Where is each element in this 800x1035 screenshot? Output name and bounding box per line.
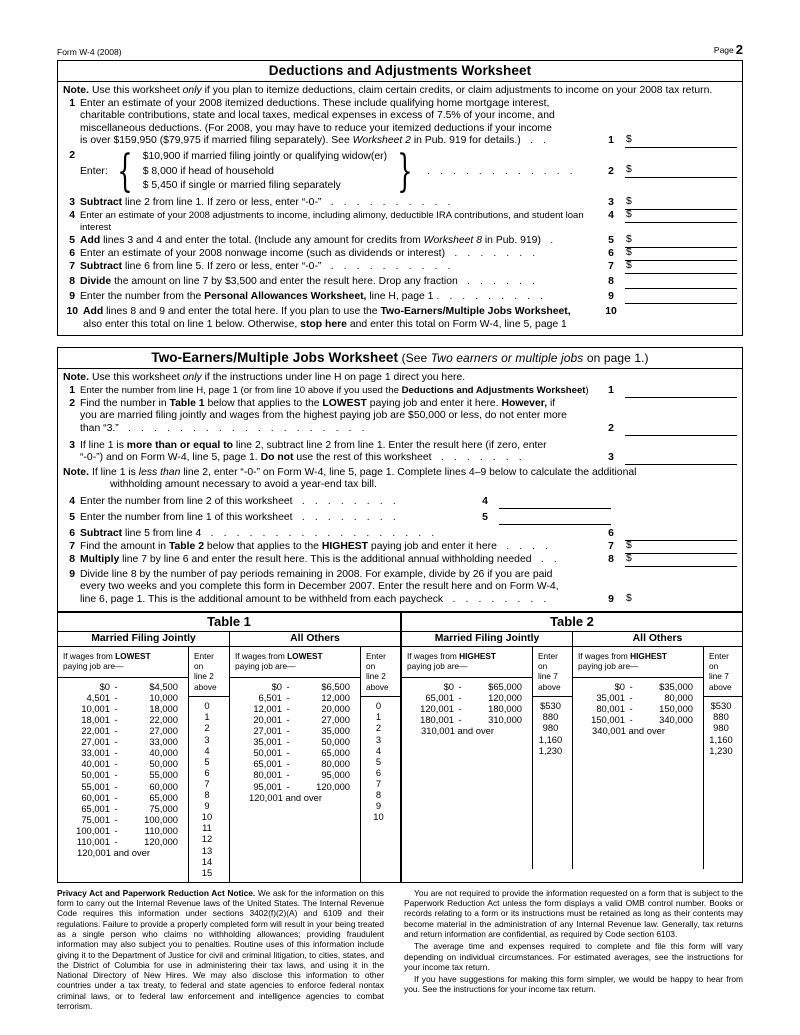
w2-line-2-text: Find the number in Table 1 below that applies to the LOWEST paying job and enter it here. However, if you are married filing jointly and wages from the highest paying job are $50,000 or less, do not enter more than “3.” . . . . . . . . . . . . . . . . . . .: [80, 397, 567, 434]
form-page: [57, 42, 743, 1011]
line-1-number: 1: [69, 97, 75, 109]
table-1-ao-range-header: If wages from LOWEST paying job are—: [230, 647, 360, 678]
table-1-mfj-values: 0 1 2 3 4 5 6 7 8 9 10 11 12 13 14 15: [201, 700, 213, 878]
two-earners-multiple-jobs-worksheet: [57, 347, 743, 612]
table-1-mfj-range-header: If wages from LOWEST paying job are—: [58, 647, 188, 678]
dollar-sign: $: [626, 233, 632, 245]
w2-line-5-text: Enter the number from line 1 of this worksheet . . . . . . . .: [80, 511, 400, 523]
line-1: [63, 98, 737, 148]
w2-line-3-text: If line 1 is more than or equal to line 2, subtract line 2 from line 1. Enter the result here (if zero, enter “-0-”) and on Form W-4, line 5, page 1. Do not use the rest of this worksheet . . . . . . .: [80, 439, 547, 464]
leader-dots: .: [543, 234, 557, 246]
table-1-group-1-heading: Married Filing Jointly: [91, 632, 196, 644]
table-1-title: Table 1: [58, 613, 400, 632]
w2-line-8-number: 8: [69, 553, 75, 565]
table-2-ao-last-range: 340,001 and over: [592, 725, 665, 737]
line-7: [63, 261, 737, 274]
w2-line-1-field-number: 1: [608, 385, 614, 397]
table-2-all-others: [572, 647, 742, 870]
worksheet1-note: [63, 85, 737, 98]
leader-dots: . . . . . . . . . . . . . . . . . .: [204, 527, 438, 539]
w2-line-7-input[interactable]: [625, 541, 737, 554]
w2-line-6-text: Subtract line 5 from line 4 . . . . . . . . . . . . . . . . . .: [80, 527, 438, 539]
line-9-field-number: 9: [608, 291, 614, 303]
worksheet2-note: [63, 372, 737, 385]
line-3: [63, 197, 737, 210]
form-label: Form W-4 (2008): [57, 47, 122, 57]
w2-line-2-input[interactable]: [625, 423, 737, 436]
worksheet1-title: Deductions and Adjustments Worksheet: [58, 61, 742, 82]
line-1-input[interactable]: [625, 135, 737, 148]
w2-line-4-text: Enter the number from line 2 of this worksheet . . . . . . . .: [80, 495, 400, 507]
leader-dots: . . . . . . . . . . . . . . . . . . .: [121, 422, 369, 434]
table-2-group-1-heading: Married Filing Jointly: [434, 632, 540, 644]
w2-line-7-field-number: 7: [608, 541, 614, 553]
line-6-number: 6: [69, 247, 75, 259]
line-2-label: Enter:: [80, 165, 108, 177]
w2-line-8: [63, 554, 737, 567]
line-6-field-number: 6: [608, 248, 614, 260]
page-number: 2: [735, 42, 743, 57]
line-4-field-number: 4: [608, 210, 614, 222]
line-7-number: 7: [69, 260, 75, 272]
line-2-input[interactable]: [625, 165, 737, 178]
note-text: Use this worksheet only if the instructions under line H on page 1 direct you here.: [91, 372, 466, 384]
w2-line-1-number: 1: [69, 384, 75, 396]
privacy-left-paragraph: Privacy Act and Paperwork Reduction Act Notice. We ask for the information on this form to carry out the Internal Revenue laws of the United States. The Internal Revenue Code requires this information under sections 3402(f)(2)(A) and 6109 and their regulations. Failure to provide a properly completed form will result in your being treated as a single person who claims no withholding allowances; providing fraudulent information may also subject you to penalties. Routine uses of this information include giving it to the Department of Justice for civil and criminal litigation, to cities, states, and the District of Columbia for use in administering their tax laws, and using it in the National Directory of New Hires. We may also disclose this information to other countries under a tax treaty, to federal and state agencies to enforce federal nontax criminal laws, or to federal law enforcement and intelligence agencies to combat terrorism.: [57, 887, 384, 1012]
line-9-input[interactable]: [625, 291, 737, 304]
line-2-field-number: 2: [608, 165, 614, 177]
w2-line-1-input[interactable]: [625, 385, 737, 398]
line-9-text: Enter the number from the Personal Allowances Worksheet, line H, page 1 . . . . . . . . .: [80, 290, 547, 302]
page-indicator: Page 2: [713, 42, 743, 57]
note-text: Use this worksheet only if you plan to itemize deductions, claim certain credits, or claim adjustments to income on your 2008 tax return.: [91, 85, 713, 96]
w2-line-3-number: 3: [69, 439, 75, 451]
note-label: Note.: [63, 372, 89, 384]
table-2-mfj-range-header: If wages from HIGHEST paying job are—: [402, 647, 532, 678]
line-3-input[interactable]: [625, 197, 737, 210]
line-8: [63, 276, 737, 289]
table-2-title: Table 2: [402, 613, 742, 632]
table-2-ao-ranges: $0 - $35,000 35,001 - 80,000 80,001 - 150,000 150,001 - 340,000 340,001 and over: [591, 680, 693, 737]
line-6-text: Enter an estimate of your 2008 nonwage income (such as dividends or interest) . . . . . . .: [80, 247, 539, 259]
note-2-text: If line 1 is less than line 2, enter “-0-” on Form W-4, line 5, page 1. Complete lines 4–9 below to calculate the additional withholding amount necessary to avoid a year-end tax bill.: [91, 466, 637, 491]
w2-line-7: [63, 541, 737, 554]
line-6-input[interactable]: [625, 248, 737, 261]
w2-line-9-field-number: 9: [608, 594, 614, 606]
privacy-right-paragraph-1: You are not required to provide the information requested on a form that is subject to the Paperwork Reduction Act unless the form displays a valid OMB control number. Books or records relating to a form or its instructions must be retained as long as their contents may become material in the administration of any Internal Revenue law. Generally, tax returns and return information are confidential, as required by Code section 6103.: [404, 887, 743, 939]
line-4-number: 4: [69, 209, 75, 221]
line-7-input[interactable]: [625, 261, 737, 274]
line-5-input[interactable]: [625, 235, 737, 248]
w2-line-5-input[interactable]: [499, 512, 611, 525]
w2-line-4-field-number: 4: [482, 496, 488, 508]
w2-line-9-input[interactable]: [625, 594, 737, 607]
leader-dots: . . . . . . . .: [295, 511, 400, 523]
leader-dots: . .: [534, 553, 561, 565]
worksheet2-note-2: [63, 467, 737, 492]
leader-dots: . .: [523, 135, 550, 147]
table-1-mfj-ranges: $0 - $4,500 4,501 - 10,000 10,001 - 18,000 18,001 - 22,000 22,001 - 27,000 27,001 - 33,000 33,001 - 40,000 40,001 - 50,000 50,001 - 55,000 55,001 - 60,000 60,001 - 65,000 65,001 - 75,000 75,001 - 100,000 100,001 - 110,000 110,001 - 120,000 120,001 and over: [76, 680, 178, 859]
line-5-number: 5: [69, 234, 75, 246]
line-3-text: Subtract line 2 from line 1. If zero or less, enter “-0-” . . . . . . . . . .: [80, 196, 455, 208]
w2-line-4-number: 4: [69, 495, 75, 507]
line-9: [63, 291, 737, 304]
leader-dots: . . . . . . .: [434, 452, 526, 464]
line-2-option-1: $10,900 if married filing jointly or qualifying widow(er): [142, 150, 388, 162]
w2-line-9: [63, 569, 737, 607]
table-2-ao-values: $530 880 980 1,160 1,230: [709, 700, 733, 756]
table-1-ao-value-header: Enter on line 2 above: [361, 647, 400, 698]
table-1-mfj-last-range: 120,001 and over: [77, 847, 150, 859]
line-2-number: 2: [69, 149, 75, 161]
dollar-sign: $: [626, 539, 632, 551]
w2-line-6-number: 6: [69, 527, 75, 539]
line-10-number: 10: [66, 305, 78, 317]
withholding-tables: [57, 612, 743, 883]
leader-dots: . . . . . . . . .: [436, 290, 547, 302]
table-1-married-filing-jointly: [58, 647, 229, 882]
w2-line-5-field-number: 5: [482, 512, 488, 524]
note-label: Note.: [63, 466, 89, 478]
w2-line-6: [63, 528, 737, 541]
table-1: [58, 613, 400, 882]
table-1-ao-ranges: $0 - $6,500 6,501 - 12,000 12,001 - 20,000 20,001 - 27,000 27,001 - 35,000 35,001 - 50,000 50,001 - 65,000 65,001 - 80,000 80,001 - 95,000 95,001 - 120,000 120,001 and over: [249, 680, 350, 803]
table-2: [400, 613, 742, 882]
line-10-text: Add lines 8 and 9 and enter the total here. If you plan to use the Two-Earners/Multiple Jobs Worksheet, also enter this total on line 1 below. Otherwise, stop here and enter this total on Form W-4, line 5, page 1: [83, 305, 571, 330]
dollar-sign: $: [626, 195, 632, 207]
note-label: Note.: [63, 85, 89, 96]
line-6: [63, 248, 737, 261]
leader-dots: . . . . . .: [460, 275, 539, 287]
line-3-field-number: 3: [608, 197, 614, 209]
w2-line-3-field-number: 3: [608, 452, 614, 464]
w2-line-3-input[interactable]: [625, 452, 737, 465]
w2-line-2-field-number: 2: [608, 422, 614, 434]
leader-dots: . . . . . . . . . .: [324, 260, 455, 272]
line-10-input[interactable]: [625, 306, 737, 319]
leader-dots: . . . . . . .: [447, 247, 539, 259]
line-10-field-number: 10: [605, 306, 617, 318]
line-2-option-2: $ 8,000 if head of household: [142, 165, 274, 177]
privacy-left-column: [57, 888, 400, 1012]
w2-line-7-text: Find the amount in Table 2 below that applies to the HIGHEST paying job and enter it here . . . .: [80, 540, 552, 552]
privacy-act-notice: [57, 888, 743, 1012]
table-2-mfj-value-header: Enter on line 7 above: [533, 647, 572, 698]
table-2-married-filing-jointly: [402, 647, 572, 870]
privacy-right-column: [400, 888, 743, 1012]
dollar-sign: $: [626, 208, 632, 220]
w2-line-8-input[interactable]: [625, 554, 737, 567]
table-1-all-others: [229, 647, 400, 882]
dollar-sign: $: [626, 592, 632, 604]
privacy-right-paragraph-2: The average time and expenses required to complete and file this form will vary depending on individual circumstances. For estimated averages, see the instructions for your income tax return.: [404, 941, 743, 972]
table-1-group-2-heading: All Others: [229, 632, 400, 646]
line-8-number: 8: [69, 275, 75, 287]
table-2-mfj-values: $530 880 980 1,160 1,230: [538, 700, 563, 756]
line-4: [63, 210, 737, 235]
leader-dots: . . . . . . . .: [446, 594, 550, 606]
line-4-input[interactable]: [625, 210, 737, 223]
line-5: [63, 235, 737, 248]
dollar-sign: $: [626, 259, 632, 271]
line-9-number: 9: [69, 290, 75, 302]
w2-line-4: [63, 496, 737, 509]
w2-line-9-number: 9: [69, 568, 75, 580]
w2-line-4-input[interactable]: [499, 496, 611, 509]
deductions-adjustments-worksheet: [57, 60, 743, 336]
leader-dots: . . . . . . . .: [295, 495, 400, 507]
table-2-ao-range-header: If wages from HIGHEST paying job are—: [573, 647, 703, 678]
privacy-right-paragraph-3: If you have suggestions for making this form simpler, we would be happy to hear from you. See the instructions for your income tax return.: [404, 974, 743, 995]
w2-line-1: [63, 385, 737, 398]
line-5-field-number: 5: [608, 235, 614, 247]
line-1-text: Enter an estimate of your 2008 itemized deductions. These include qualifying home mortgage interest, charitable contributions, state and local taxes, medical expenses in excess of 7.5% of your income, and miscellaneous deductions. (For 2008, you may have to reduce your itemized deductions if your income is over $159,950 ($79,975 if married filing separately). See Worksheet 2 in Pub. 919 for details.) . .: [80, 97, 555, 147]
table-2-mfj-last-range: 310,001 and over: [421, 725, 494, 737]
dollar-sign: $: [626, 552, 632, 564]
table-2-mfj-ranges: $0 - $65,000 65,001 - 120,000 120,001 - 180,000 180,001 - 310,000 310,001 and over: [420, 680, 522, 737]
line-7-field-number: 7: [608, 261, 614, 273]
table-2-ao-value-header: Enter on line 7 above: [704, 647, 742, 698]
dollar-sign: $: [626, 246, 632, 258]
line-2: [63, 145, 737, 197]
line-4-text: Enter an estimate of your 2008 adjustments to income, including alimony, deductible IRA contributions, and student loan interest: [80, 209, 584, 234]
w2-line-9-text: Divide line 8 by the number of pay periods remaining in 2008. For example, divide by 26 if you are paid every two weeks and you complete this form in December 2007. Enter the result here and on Form W-4, line 6, page 1. This is the additional amount to be withheld from each paycheck . . . . . . . .: [80, 568, 559, 606]
line-5-text: Add lines 3 and 4 and enter the total. (Include any amount for credits from Worksheet 8 in Pub. 919) .: [80, 234, 557, 246]
line-8-text: Divide the amount on line 7 by $3,500 and enter the result here. Drop any fraction . . . . . .: [80, 275, 539, 287]
w2-line-8-text: Multiply line 7 by line 6 and enter the result here. This is the additional annual withholding needed . .: [80, 553, 561, 565]
table-1-mfj-value-header: Enter on line 2 above: [189, 647, 229, 698]
dollar-sign: $: [626, 164, 632, 176]
w2-line-8-field-number: 8: [608, 554, 614, 566]
leader-dots: . . . . . . . . . . . .: [427, 165, 577, 177]
w2-line-5: [63, 512, 737, 525]
w2-line-6-input[interactable]: [625, 528, 737, 541]
w2-line-3: [63, 440, 737, 465]
line-2-options: { $10,900 if married filing jointly or qualifying widow(er) $ 8,000 if head of household $ 5,450 if single or married filing separately }: [117, 145, 413, 197]
leader-dots: . . . . . . . . . .: [324, 196, 455, 208]
table-1-ao-last-range: 120,001 and over: [249, 791, 322, 803]
table-1-ao-values: 0 1 2 3 4 5 6 7 8 9 10: [373, 700, 384, 823]
line-7-text: Subtract line 6 from line 5. If zero or less, enter “-0-” . . . . . . . . . .: [80, 260, 455, 272]
page-caption: [57, 42, 743, 60]
w2-line-2-number: 2: [69, 397, 75, 409]
dollar-sign: $: [626, 133, 632, 145]
w2-line-5-number: 5: [69, 511, 75, 523]
w2-line-7-number: 7: [69, 540, 75, 552]
line-10: [63, 306, 737, 331]
table-2-group-2-heading: All Others: [572, 632, 742, 646]
line-1-field-number: 1: [608, 135, 614, 147]
line-8-input[interactable]: [625, 276, 737, 289]
line-3-number: 3: [69, 196, 75, 208]
leader-dots: . . . .: [499, 540, 552, 552]
w2-line-2: [63, 398, 737, 436]
line-2-option-3: $ 5,450 if single or married filing separately: [142, 180, 341, 192]
worksheet2-title: Two-Earners/Multiple Jobs Worksheet (See Two earners or multiple jobs on page 1.): [58, 348, 742, 369]
w2-line-6-field-number: 6: [608, 528, 614, 540]
w2-line-1-text: Enter the number from line H, page 1 (or from line 10 above if you used the Deductions and Adjustments Worksheet): [80, 384, 589, 396]
line-8-field-number: 8: [608, 276, 614, 288]
privacy-heading: Privacy Act and Paperwork Reduction Act Notice.: [57, 887, 256, 898]
